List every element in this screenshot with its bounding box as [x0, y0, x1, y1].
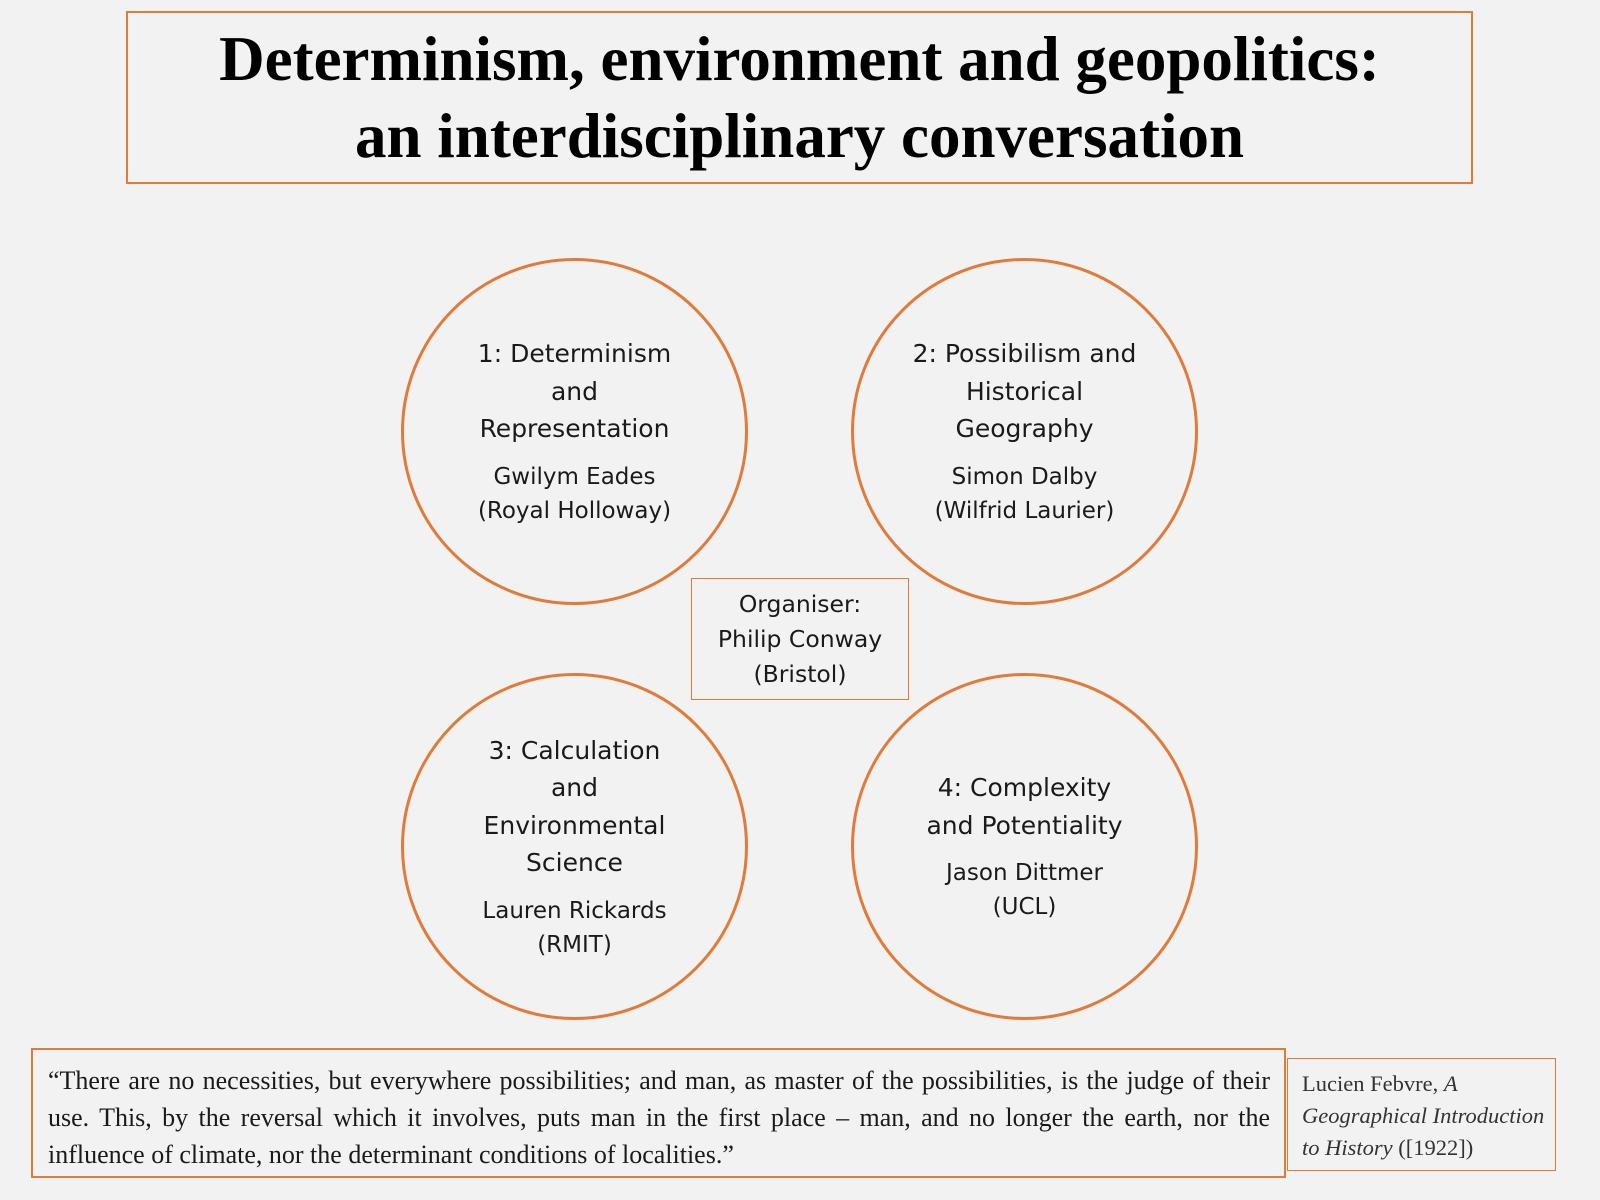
- title-line-2: an interdisciplinary conversation: [354, 100, 1244, 171]
- speaker-affiliation: (UCL): [992, 894, 1057, 920]
- organiser-label: Organiser:: [738, 589, 862, 618]
- organiser-name: Philip Conway: [717, 624, 883, 653]
- panel-speaker: [946, 856, 1103, 924]
- citation-box: [1287, 1058, 1556, 1171]
- panel-speaker: [935, 460, 1115, 528]
- speaker-name: Gwilym Eades: [493, 463, 656, 490]
- panel-circle-4: [851, 673, 1198, 1020]
- panel-topic: 4: Complexity and Potentiality: [926, 773, 1123, 840]
- panel-circle-3: [401, 673, 748, 1020]
- panel-circle-2: [851, 258, 1198, 605]
- citation-year: ([1922]): [1398, 1135, 1474, 1160]
- panel-circle-1: [401, 258, 748, 605]
- organiser-box: [691, 578, 909, 700]
- panel-speaker: [478, 460, 671, 528]
- speaker-affiliation: (Royal Holloway): [477, 497, 672, 524]
- citation-author: Lucien Febvre,: [1302, 1071, 1439, 1096]
- speaker-name: Simon Dalby: [951, 463, 1098, 490]
- quote-text: “There are no necessities, but everywhere possibilities; and man, as master of the possibilities, is the judge of their use. This, by the reversal which it involves, puts man in the first place – man, and no longer the earth, nor the influence of climate, nor the determinant conditions of localities.”: [48, 1066, 1270, 1169]
- panel-topic: 2: Possibilism and Historical Geography: [912, 339, 1137, 444]
- panel-topic: 1: Determinism and Representation: [477, 339, 672, 444]
- speaker-affiliation: (RMIT): [537, 931, 612, 958]
- panel-speaker: [482, 894, 666, 962]
- organiser-affiliation: (Bristol): [753, 659, 847, 688]
- quote-box: [31, 1048, 1286, 1178]
- title-box: [126, 11, 1473, 184]
- speaker-affiliation: (Wilfrid Laurier): [934, 497, 1115, 524]
- title-line-1: Determinism, environment and geopolitics:: [219, 23, 1380, 94]
- speaker-name: Lauren Rickards: [482, 897, 667, 924]
- panel-topic: 3: Calculation and Environmental Science: [483, 735, 666, 877]
- speaker-name: Jason Dittmer: [946, 860, 1103, 886]
- citation-work: A Geographical Introduction to History: [1302, 1071, 1545, 1160]
